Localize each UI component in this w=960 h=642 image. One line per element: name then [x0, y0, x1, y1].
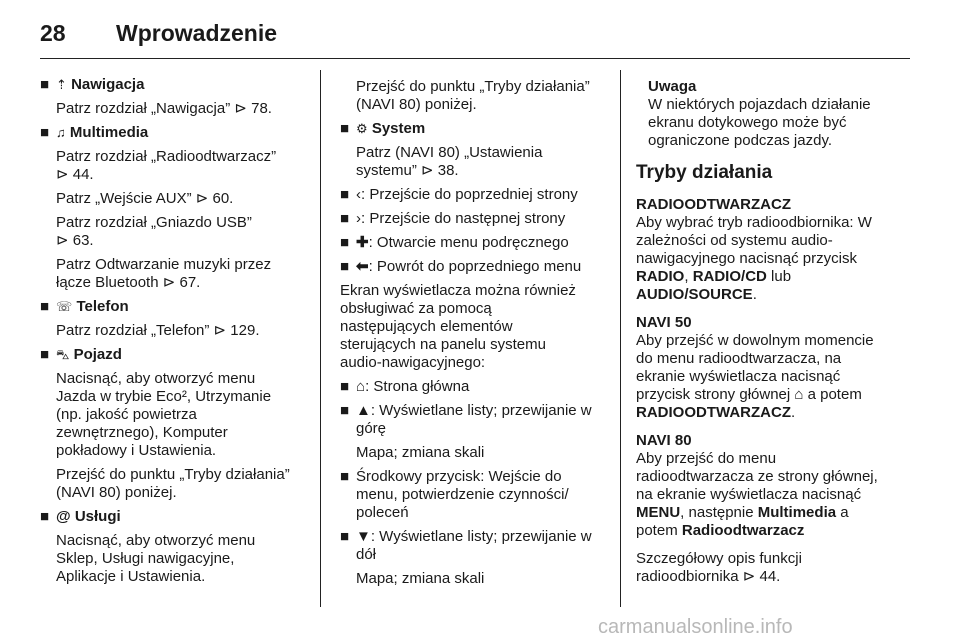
list-item-services: [40, 508, 310, 526]
section-heading: Tryby działania: [636, 162, 773, 183]
bullet-icon: ■: [340, 528, 350, 545]
list-item-scroll-down: ■ ▼: Wyświetlane listy; przewijanie w dół: [340, 528, 592, 563]
phone-icon: ☏: [56, 299, 73, 314]
navi50-title: NAVI 50: [636, 314, 692, 331]
scroll-down-map: Mapa; zmiana skali: [356, 570, 485, 587]
multimedia-title: Multimedia: [69, 124, 149, 141]
bullet-icon: ■: [340, 234, 350, 251]
radio-title: RADIOODTWARZACZ: [636, 196, 791, 213]
header-rule: [40, 58, 910, 59]
bullet-icon: ■: [340, 378, 350, 395]
navigation-arrow-icon: ⇡: [56, 77, 67, 92]
list-item-context-menu: ■ ✚: Otwarcie menu podręcznego: [340, 234, 569, 251]
list-item-system: [340, 120, 608, 138]
list-item-back: ■ ⬅: Powrót do poprzedniego menu: [340, 258, 582, 275]
bullet-icon: ■: [340, 258, 350, 275]
list-item-phone: [40, 298, 310, 316]
system-title: System: [371, 120, 426, 137]
multimedia-ref-usb: Patrz rozdział „Gniazdo USB” ⊳ 63.: [56, 214, 252, 249]
phone-ref: Patrz rozdział „Telefon” ⊳ 129.: [56, 322, 260, 339]
page-header: [40, 12, 910, 58]
bullet-icon: ■: [40, 346, 50, 363]
vehicle-description: Nacisnąć, aby otworzyć menu Jazda w trybie Eco², Utrzymanie (np. jakość powietrza zewnętrznego), Komputer pokładowy i Ustawienia.: [56, 370, 272, 459]
column-3: [636, 78, 926, 586]
services-description: Nacisnąć, aby otworzyć menu Sklep, Usługi nawigacyjne, Aplikacje i Ustawienia.: [56, 532, 256, 585]
list-item-next-page: ■ ›: Przejście do następnej strony: [340, 210, 566, 227]
navi80-section: NAVI 80 Aby przejść do menu radioodtwarzacza ze strony głównej, na ekranie wyświetlacza nacisnąć MENU, następnie Multimedia a potem Radioodtwarzacz: [636, 432, 926, 540]
list-item-center-button: ■ Środkowy przycisk: Wejście do menu, potwierdzenie czynności/ poleceń: [340, 468, 569, 521]
plus-icon: ✚: [356, 234, 369, 251]
bullet-icon: ■: [340, 186, 350, 203]
multimedia-ref-bluetooth: Patrz Odtwarzanie muzyki przez łącze Bluetooth ⊳ 67.: [56, 256, 272, 291]
navi50-section: NAVI 50 Aby przejść w dowolnym momencie do menu radioodtwarzacza, na ekranie wyświetlacza nacisnąć przycisk strony głównej ⌂ a potem RADIOODTWARZACZ.: [636, 314, 926, 422]
phone-title: Telefon: [76, 298, 129, 315]
bullet-icon: ■: [340, 402, 350, 419]
note-title: Uwaga: [648, 78, 697, 95]
list-item-vehicle: [40, 346, 310, 364]
column-divider-1: [320, 70, 321, 607]
list-item-multimedia: [40, 124, 310, 142]
bullet-icon: ■: [40, 298, 50, 315]
bullet-icon: ■: [340, 468, 350, 485]
list-item-home: ■ ⌂: Strona główna: [340, 378, 470, 395]
car-icon: ⛍: [56, 347, 70, 362]
list-item-prev-page: ■ ‹: Przejście do poprzedniej strony: [340, 186, 578, 203]
navi80-title: NAVI 80: [636, 432, 692, 449]
bullet-icon: ■: [340, 120, 350, 137]
column-divider-2: [620, 70, 621, 607]
multimedia-ref-aux: Patrz „Wejście AUX” ⊳ 60.: [56, 190, 234, 207]
bullet-icon: ■: [340, 210, 350, 227]
system-ref: Patrz (NAVI 80) „Ustawienia systemu” ⊳ 38.: [356, 144, 543, 179]
column-1: [40, 76, 310, 592]
services-title: Usługi: [74, 508, 121, 525]
music-note-icon: ♫: [56, 125, 66, 140]
bullet-icon: ■: [40, 76, 50, 93]
scroll-up-map: Mapa; zmiana skali: [356, 444, 485, 461]
navigation-ref: Patrz rozdział „Nawigacja” ⊳ 78.: [56, 100, 272, 117]
at-icon: @: [56, 508, 71, 525]
vehicle-title: Pojazd: [73, 346, 122, 363]
modes-ref-continued: Przejść do punktu „Tryby działania” (NAVI 80) poniżej.: [356, 78, 590, 113]
bullet-icon: ■: [40, 508, 50, 525]
list-item-scroll-up: ■ ▲: Wyświetlane listy; przewijanie w górę: [340, 402, 592, 437]
gear-icon: ⚙: [356, 121, 368, 136]
column-2: [340, 78, 608, 594]
page-number: 28: [40, 20, 66, 46]
back-arrow-icon: ⬅: [356, 258, 369, 275]
list-item-navigation: [40, 76, 310, 94]
multimedia-ref-radio: Patrz rozdział „Radioodtwarzacz” ⊳ 44.: [56, 148, 277, 183]
description-ref: Szczegółowy opis funkcji radioodbiornika ⊳ 44.: [636, 550, 802, 585]
navigation-title: Nawigacja: [71, 76, 145, 93]
watermark: carmanualsonline.info: [598, 616, 793, 638]
note-box: Uwaga W niektórych pojazdach działanie ekranu dotykowego może być ograniczone podczas jazdy.: [636, 78, 926, 150]
page-title: Wprowadzenie: [116, 20, 278, 46]
controls-intro-paragraph: Ekran wyświetlacza można również obsługiwać za pomocą następujących elementów sterujących na panelu systemu audio-nawigacyjnego:: [340, 282, 576, 371]
vehicle-modes-ref: Przejść do punktu „Tryby działania” (NAVI 80) poniżej.: [56, 466, 290, 501]
radio-mode-section: RADIOODTWARZACZ Aby wybrać tryb radioodbiornika: W zależności od systemu audio- nawigacyjnego nacisnąć przycisk RADIO, RADIO/CD lub AUDIO/SOURCE.: [636, 196, 926, 304]
home-icon: ⌂: [356, 378, 366, 395]
bullet-icon: ■: [40, 124, 50, 141]
